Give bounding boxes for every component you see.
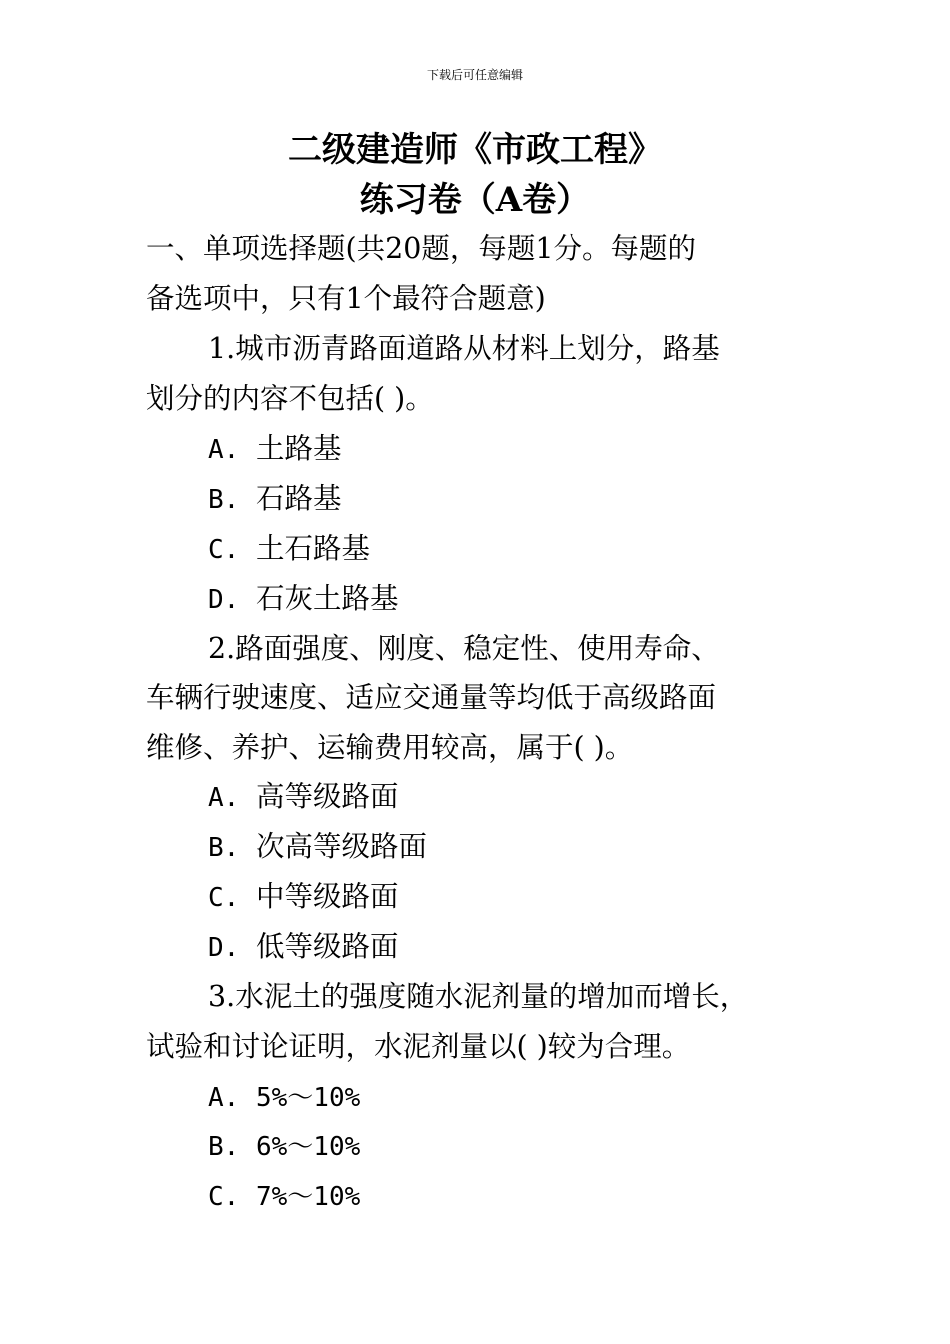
option-key: A. [208, 783, 240, 813]
option-key: A. [208, 1083, 240, 1113]
option-text: 6%～10% [256, 1132, 361, 1162]
question-3-stem: 3.水泥土的强度随水泥剂量的增加而增长， [208, 980, 749, 1013]
option-key: B. [208, 833, 240, 863]
option-text: 次高等级路面 [256, 830, 428, 863]
question-2-stem-cont: 维修、养护、运输费用较高，属于( )。 [146, 731, 634, 764]
question-1-option-d [208, 579, 399, 620]
document-subtitle: 练习卷（A卷） [359, 180, 591, 220]
section-heading: 一、单项选择题(共20题，每题1分。每题的 [146, 232, 697, 265]
option-key: A. [208, 435, 240, 465]
option-text: 低等级路面 [256, 930, 399, 963]
question-1-stem: 1.城市沥青路面道路从材料上划分，路基 [208, 332, 720, 365]
option-text: 中等级路面 [256, 880, 399, 913]
option-text: 土路基 [256, 432, 342, 465]
option-text: 石路基 [256, 482, 342, 515]
option-key: C. [208, 883, 240, 913]
option-text: 高等级路面 [256, 780, 399, 813]
option-key: C. [208, 535, 240, 565]
question-3-option-a [208, 1077, 360, 1118]
question-3-stem-cont: 试验和讨论证明，水泥剂量以( )较为合理。 [146, 1030, 691, 1063]
question-2-option-a [208, 777, 399, 818]
question-2-option-b [208, 827, 427, 868]
option-text: 7%～10% [256, 1182, 361, 1212]
option-key: B. [208, 485, 240, 515]
question-2-option-c [208, 877, 399, 918]
question-1-option-a [208, 429, 342, 470]
option-text: 石灰土路基 [256, 582, 399, 615]
option-text: 5%～10% [256, 1083, 361, 1113]
header-note: 下载后可任意编辑 [426, 68, 523, 82]
question-3-option-b [208, 1126, 360, 1167]
option-text: 土石路基 [256, 532, 371, 565]
option-key: D. [208, 585, 240, 615]
question-1-option-c [208, 529, 370, 570]
question-1-stem-cont: 划分的内容不包括( )。 [146, 382, 434, 415]
question-2-stem: 2.路面强度、刚度、稳定性、使用寿命、 [208, 632, 720, 665]
question-2-option-d [208, 927, 399, 968]
question-3-option-c [208, 1176, 360, 1217]
question-2-stem-cont: 车辆行驶速度、适应交通量等均低于高级路面 [146, 681, 717, 714]
document-title: 二级建造师《市政工程》 [288, 130, 662, 170]
option-key: C. [208, 1182, 240, 1212]
section-heading-cont: 备选项中，只有1个最符合题意) [146, 282, 546, 315]
option-key: D. [208, 933, 240, 963]
option-key: B. [208, 1132, 240, 1162]
question-1-option-b [208, 479, 342, 520]
